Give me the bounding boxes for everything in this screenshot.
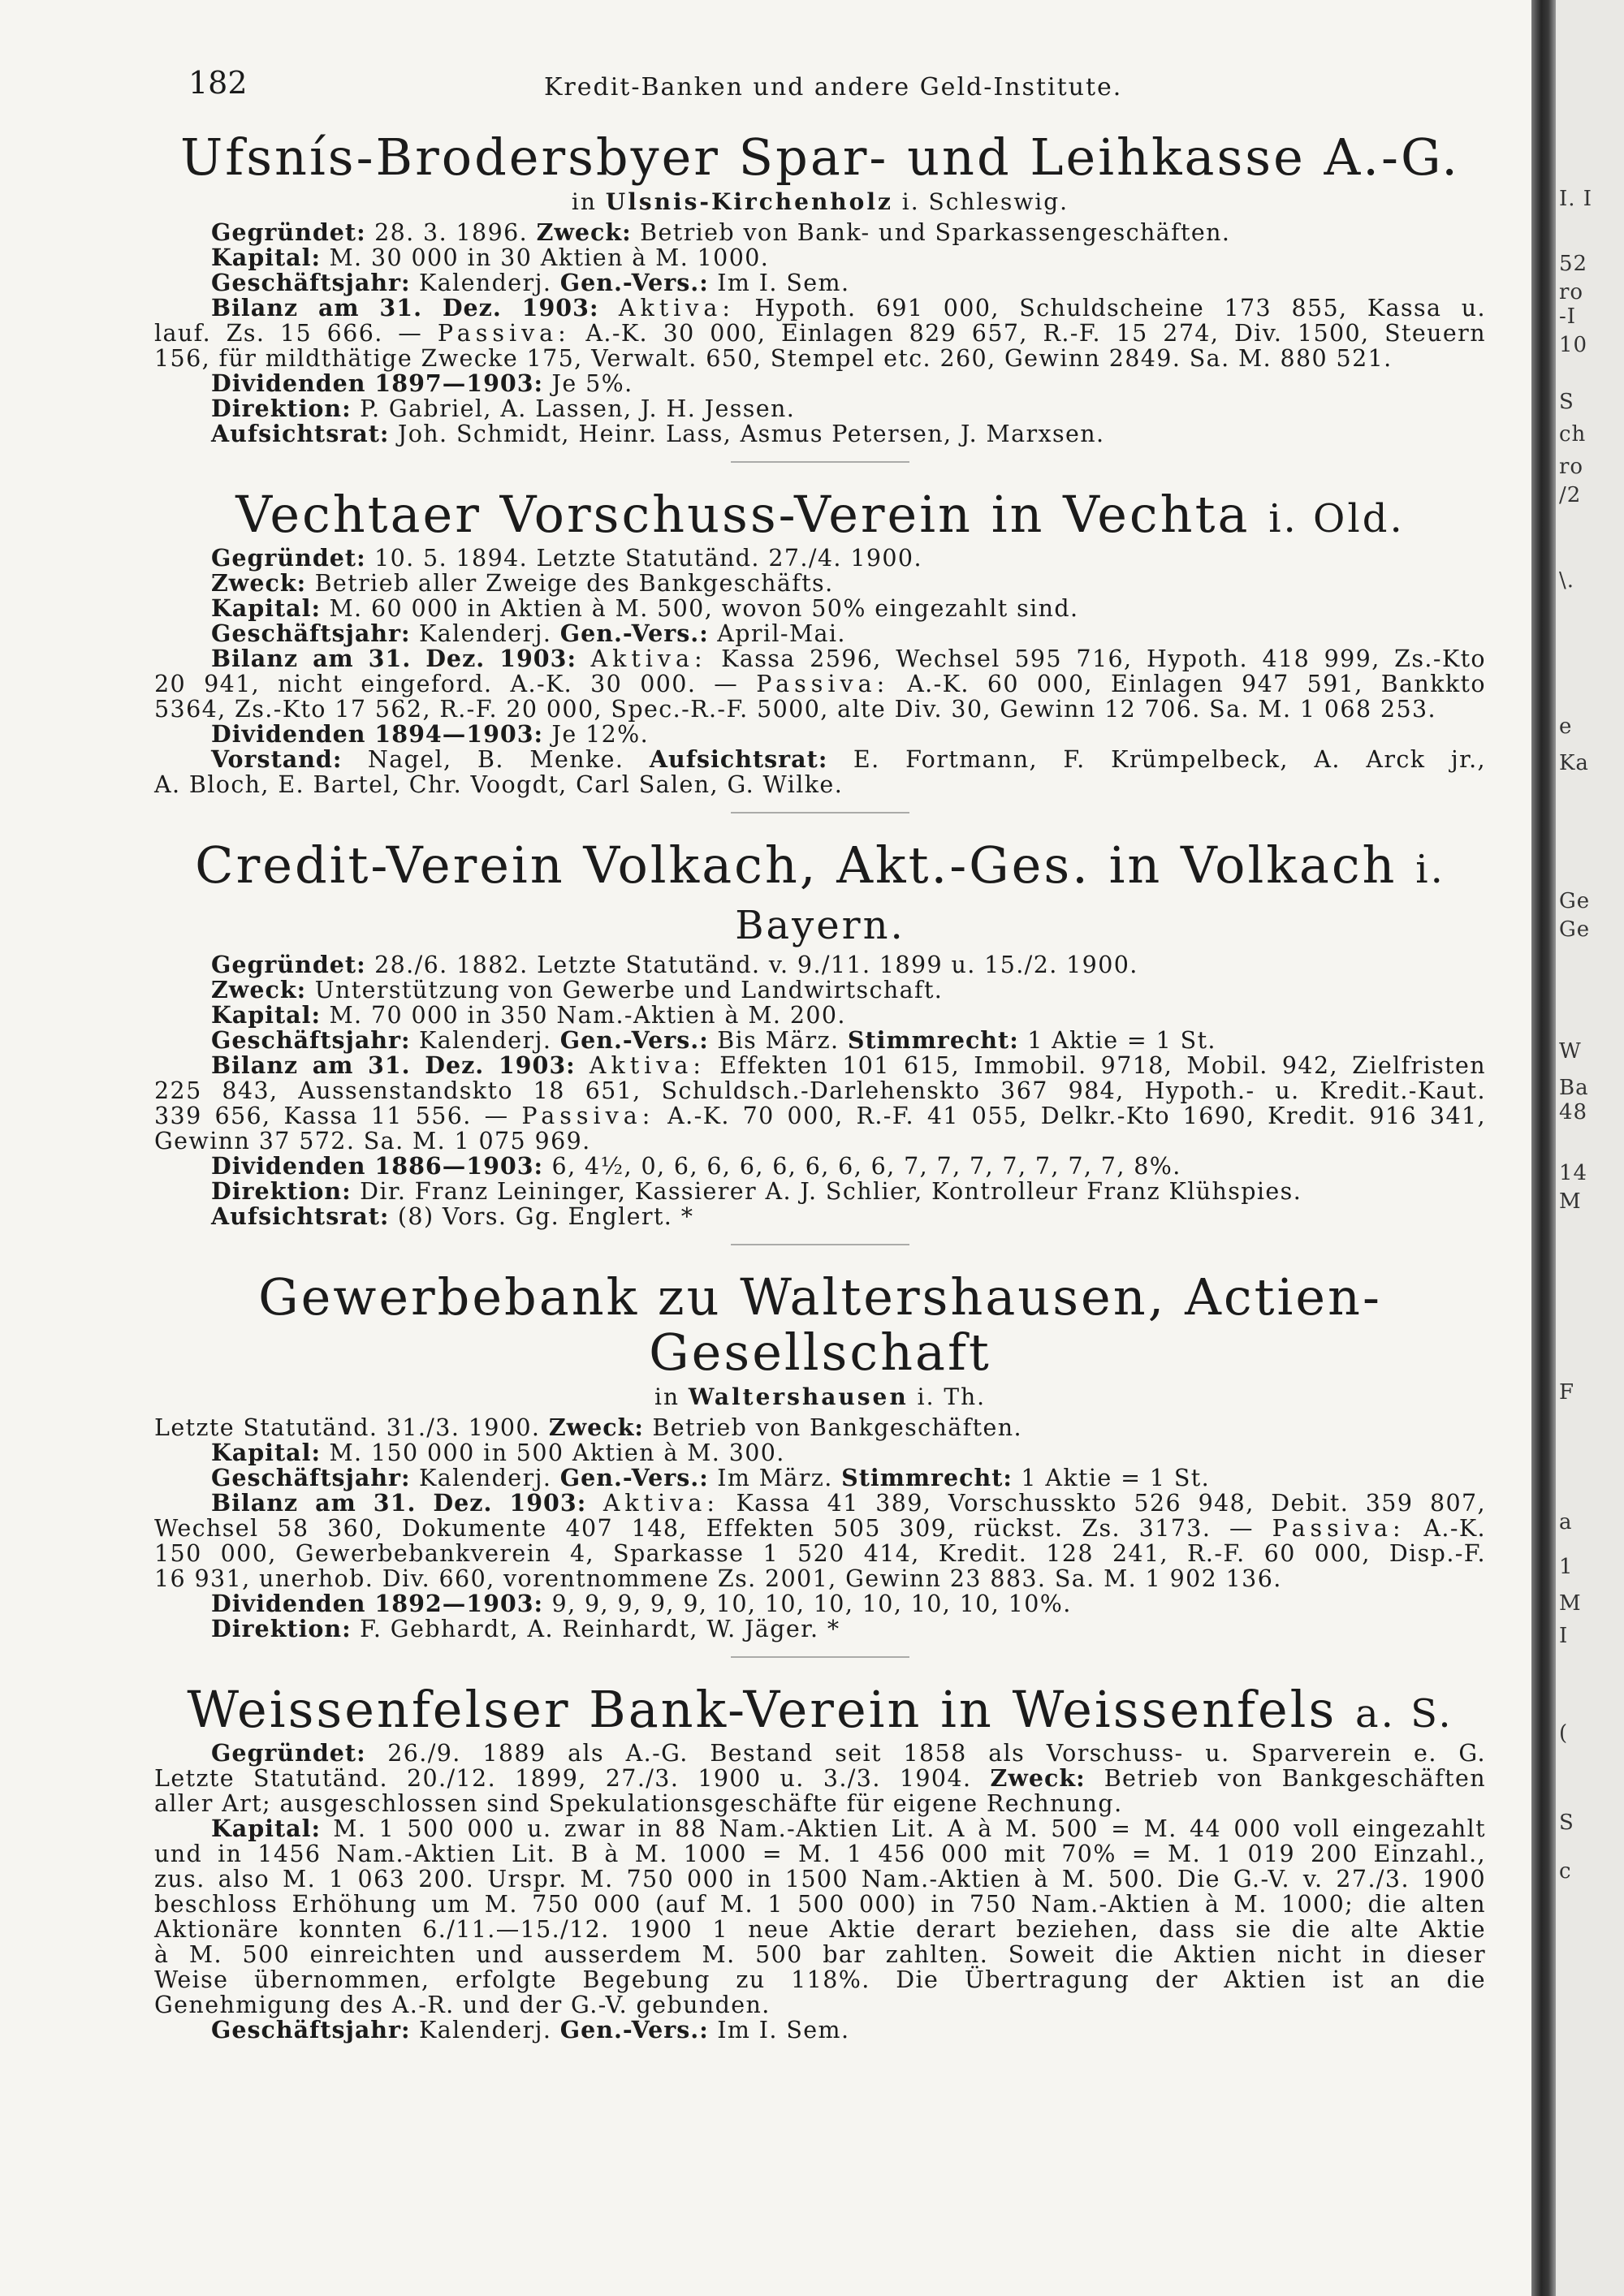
entry-line	[154, 1541, 1486, 1566]
balance-side: Aktiva:	[589, 1051, 706, 1079]
field-value: 20 941, nicht eingeford. A.-K. 30 000. —	[154, 671, 739, 698]
field-label: Bilanz am 31. Dez. 1903:	[211, 1489, 587, 1517]
entry-title-location: i. Bayern.	[735, 847, 1445, 948]
field-value: Betrieb aller Zweige des Bankgeschäfts.	[314, 570, 834, 598]
entry-location	[154, 1383, 1486, 1410]
field-value: 1 Aktie = 1 St.	[1027, 1026, 1216, 1054]
adjacent-page-fragment: 48	[1559, 1100, 1588, 1124]
location-region: i. Schleswig.	[892, 188, 1069, 216]
field-value: à M. 500 einreichten und ausserdem M. 500 bar zahlten. Soweit die Aktien nicht in dieser	[154, 1941, 1486, 1969]
field-value: Effekten 101 615, Immobil. 9718, Mobil. 942, Zielfristen	[719, 1051, 1486, 1079]
field-value: Aktionäre konnten 6./11.—15./12. 1900 1 neue Aktie derart beziehen, dass sie die alte Aktie	[154, 1916, 1486, 1944]
adjacent-page-fragment: /2	[1559, 483, 1582, 507]
field-label: Kapital:	[211, 1815, 321, 1843]
field-value: beschloss Erhöhung um M. 750 000 (auf M. 1 500 000) in 750 Nam.-Aktien à M. 1000; die alten	[154, 1891, 1486, 1918]
entry-title-location: i. Old.	[1268, 496, 1405, 542]
entry-title-text: Credit-Verein Volkach, Akt.-Ges. in Volkach	[195, 835, 1397, 896]
field-label: Geschäftsjahr:	[211, 2016, 411, 2044]
field-label: Geschäftsjahr:	[211, 1025, 411, 1054]
field-label: Kapital:	[211, 1439, 321, 1467]
field-value: A.-K. 70 000, R.-F. 41 055, Delkr.-Kto 1690, Kredit. 916 341,	[667, 1102, 1486, 1129]
field-value: P. Gabriel, A. Lassen, J. H. Jessen.	[360, 395, 796, 423]
field-label: Kapital:	[211, 1000, 321, 1029]
entry-line	[154, 1591, 1486, 1616]
entry-line	[154, 952, 1486, 978]
bank-entry	[154, 835, 1486, 1245]
entry-line	[154, 1867, 1486, 1892]
entry-title-text: Ufsnís-Brodersbyer Spar- und Leihkasse A.-G.	[180, 127, 1460, 187]
location-place: Ulsnis-Kirchenholz	[605, 188, 893, 216]
field-value: Je 12%.	[551, 721, 650, 749]
adjacent-page-fragment: F	[1559, 1380, 1575, 1405]
entry-line	[154, 1078, 1486, 1103]
field-value: Kassa 41 389, Vorschusskto 526 948, Debit. 359 807,	[736, 1490, 1486, 1517]
field-label: Direktion:	[211, 1615, 352, 1643]
adjacent-page-fragment: a	[1559, 1510, 1573, 1534]
location-prefix: in	[571, 188, 606, 216]
adjacent-page-fragment: W	[1559, 1039, 1582, 1064]
balance-side: Passiva:	[756, 671, 890, 698]
entry-line	[154, 1053, 1486, 1078]
balance-side: Aktiva:	[603, 1490, 719, 1517]
field-value: Kalenderj.	[419, 2017, 552, 2044]
field-value: Kalenderj.	[419, 1026, 552, 1054]
adjacent-page-fragment: 14	[1559, 1161, 1588, 1185]
field-value: M. 70 000 in 350 Nam.-Aktien à M. 200.	[329, 1001, 846, 1029]
book-binding-gutter	[1531, 0, 1556, 2296]
field-label: Gen.-Vers.:	[559, 1464, 709, 1492]
page-number: 182	[188, 65, 248, 101]
field-label: Direktion:	[211, 1176, 352, 1205]
adjacent-page-fragment: S	[1559, 390, 1574, 414]
entry-line	[154, 697, 1486, 722]
book-page	[154, 49, 1486, 2273]
field-label: Gegründet:	[211, 950, 366, 978]
field-label: Stimmrecht:	[841, 1464, 1013, 1492]
field-value: Letzte Statutänd. 31./3. 1900.	[154, 1414, 541, 1442]
field-value: A.-K. 30 000, Einlagen 829 657, R.-F. 15 274, Div. 1500, Steuern	[585, 320, 1486, 347]
entry-line	[154, 1942, 1486, 1967]
field-label: Geschäftsjahr:	[211, 619, 411, 648]
field-value: 156, für mildthätige Zwecke 175, Verwalt. 650, Stempel etc. 260, Gewinn 2849. Sa. M. 880 521.	[154, 345, 1393, 373]
field-label: Vorstand:	[211, 745, 343, 774]
entry-title	[154, 1680, 1486, 1740]
entry-line	[154, 1791, 1486, 1816]
entry-title-text: Weissenfelser Bank-Verein in Weissenfels	[187, 1680, 1337, 1740]
field-label: Gen.-Vers.:	[559, 2016, 709, 2044]
field-value: Dir. Franz Leininger, Kassierer A. J. Schlier, Kontrolleur Franz Klühspies.	[360, 1177, 1302, 1205]
adjacent-page-fragment: e	[1559, 714, 1573, 739]
entry-divider	[731, 1244, 909, 1245]
field-value: M. 30 000 in 30 Aktien à M. 1000.	[329, 244, 770, 272]
field-label: Aufsichtsrat:	[211, 1202, 390, 1230]
field-value: Im März.	[717, 1465, 833, 1492]
field-label: Gegründet:	[211, 544, 366, 572]
field-value: M. 1 500 000 u. zwar in 88 Nam.-Aktien Lit. A à M. 500 = M. 44 000 voll eingezahlt	[333, 1815, 1486, 1843]
entry-line	[154, 346, 1486, 371]
field-label: Bilanz am 31. Dez. 1903:	[211, 645, 577, 673]
field-value: 5364, Zs.-Kto 17 562, R.-F. 20 000, Spec.-R.-F. 5000, alte Div. 30, Gewinn 12 706. Sa. M. 1 068 253.	[154, 696, 1437, 723]
balance-side: Aktiva:	[590, 645, 707, 673]
field-label: Gen.-Vers.:	[559, 269, 709, 297]
field-value: Kalenderj.	[419, 270, 552, 297]
adjacent-page-fragment: I	[1559, 1624, 1569, 1648]
balance-side: Aktiva:	[618, 295, 735, 322]
field-label: Zweck:	[548, 1413, 644, 1442]
entry-divider	[731, 461, 909, 463]
entry-line	[154, 1103, 1486, 1129]
entry-line	[154, 722, 1486, 747]
field-label: Geschäftsjahr:	[211, 1464, 411, 1492]
field-value: 1 Aktie = 1 St.	[1021, 1465, 1211, 1492]
field-value: 150 000, Gewerbebankverein 4, Sparkasse 1 520 414, Kredit. 128 241, R.-F. 60 000, Disp.-F.	[154, 1540, 1486, 1568]
entry-line	[154, 571, 1486, 596]
adjacent-page-strip	[1556, 0, 1624, 2296]
entry-line	[154, 546, 1486, 571]
adjacent-page-fragment: M	[1559, 1591, 1582, 1616]
field-label: Kapital:	[211, 594, 321, 623]
entry-line	[154, 1616, 1486, 1642]
entry-line	[154, 1000, 1486, 1029]
entry-line	[154, 596, 1486, 621]
bank-entry	[154, 127, 1487, 463]
field-value: Weise übernommen, erfolgte Begebung zu 118%. Die Übertragung der Aktien ist an die	[154, 1966, 1486, 1994]
entry-line	[154, 1566, 1486, 1591]
field-label: Bilanz am 31. Dez. 1903:	[211, 294, 599, 322]
balance-side: Passiva:	[1272, 1515, 1406, 1543]
entry-title	[154, 1267, 1486, 1382]
field-value: Kassa 2596, Wechsel 595 716, Hypoth. 418 999, Zs.-Kto	[721, 645, 1486, 673]
entry-line	[154, 1204, 1486, 1229]
entry-line	[154, 1967, 1486, 1992]
adjacent-page-fragment: ro	[1559, 280, 1584, 304]
entry-title-text: Vechtaer Vorschuss-Verein in Vechta	[235, 485, 1250, 545]
entry-line	[154, 1741, 1486, 1766]
section-title: Kredit-Banken und andere Geld-Institute.	[544, 73, 1123, 101]
adjacent-page-fragment: (	[1559, 1721, 1569, 1746]
field-label: Direktion:	[211, 395, 352, 423]
entry-line	[154, 646, 1486, 671]
field-label: Geschäftsjahr:	[211, 269, 411, 297]
entry-line	[154, 671, 1486, 697]
entry-line	[154, 1841, 1486, 1867]
entry-line	[154, 1892, 1486, 1917]
field-value: Gewinn 37 572. Sa. M. 1 075 969.	[154, 1127, 591, 1154]
field-value: Unterstützung von Gewerbe und Landwirtschaft.	[314, 976, 944, 1003]
field-value: Im I. Sem.	[717, 270, 850, 297]
adjacent-page-fragment: 10	[1559, 333, 1588, 357]
field-label: Gen.-Vers.:	[559, 1025, 709, 1054]
field-value: E. Fortmann, F. Krümpelbeck, A. Arck jr.,	[853, 746, 1486, 774]
field-label: Dividenden 1897—1903:	[211, 369, 544, 398]
entry-divider	[731, 812, 909, 814]
field-value: lauf. Zs. 15 666. —	[154, 320, 423, 347]
field-value: Nagel, B. Menke.	[367, 746, 624, 774]
field-value: Letzte Statutänd. 20./12. 1899, 27./3. 1900 u. 3./3. 1904.	[154, 1765, 972, 1793]
entry-line	[154, 245, 1486, 270]
bank-entry	[154, 1682, 1486, 2043]
entry-title-text: Gewerbebank zu Waltershausen, Actien-Gesellschaft	[258, 1267, 1382, 1382]
field-value: Je 5%.	[551, 370, 633, 398]
field-label: Gen.-Vers.:	[559, 619, 709, 648]
entry-line	[154, 1440, 1486, 1465]
adjacent-page-fragment: Ba	[1559, 1076, 1589, 1100]
running-head	[154, 49, 1486, 106]
adjacent-page-fragment: M	[1559, 1189, 1582, 1214]
adjacent-page-fragment: I. I	[1559, 187, 1593, 211]
entry-line	[154, 1917, 1486, 1942]
field-value: 10. 5. 1894. Letzte Statutänd. 27./4. 1900.	[374, 545, 922, 572]
field-value: 339 656, Kassa 11 556. —	[154, 1102, 509, 1129]
entry-title	[154, 127, 1486, 187]
adjacent-page-fragment: 1	[1559, 1555, 1574, 1579]
entry-line	[154, 1992, 1486, 2018]
entry-line	[154, 321, 1486, 346]
entry-line	[154, 1816, 1486, 1841]
entry-line	[154, 270, 1486, 296]
field-value: 9, 9, 9, 9, 9, 10, 10, 10, 10, 10, 10, 10%.	[551, 1590, 1072, 1618]
field-value: Bis März.	[717, 1026, 840, 1054]
entry-line	[154, 975, 1486, 1003]
field-label: Zweck:	[211, 975, 307, 1003]
adjacent-page-fragment: Ka	[1559, 751, 1589, 775]
field-value: Wechsel 58 360, Dokumente 407 148, Effekten 505 309, rückst. Zs. 3173. —	[154, 1515, 1254, 1543]
entry-title	[154, 835, 1486, 948]
field-label: Dividenden 1894—1903:	[211, 720, 544, 749]
field-value: Kalenderj.	[419, 620, 552, 648]
field-value: A. Bloch, E. Bartel, Chr. Voogdt, Carl Salen, G. Wilke.	[154, 771, 844, 799]
field-label: Aufsichtsrat:	[649, 745, 828, 774]
adjacent-page-fragment: ch	[1559, 422, 1587, 447]
entry-line	[154, 772, 1486, 797]
field-value: 28. 3. 1896.	[374, 219, 529, 247]
field-value: und in 1456 Nam.-Aktien Lit. B à M. 1000 = M. 1 456 000 mit 70% = M. 1 019 200 Einzahl.,	[154, 1841, 1486, 1868]
entry-line	[154, 2018, 1486, 2043]
field-label: Aufsichtsrat:	[211, 420, 390, 448]
entry-line	[154, 1176, 1486, 1205]
adjacent-page-fragment: Ge	[1559, 889, 1591, 913]
field-value: aller Art; ausgeschlossen sind Spekulationsgeschäfte für eigene Rechnung.	[154, 1790, 1123, 1818]
entry-line	[154, 396, 1486, 421]
field-value: 16 931, unerhob. Div. 660, vorentnommene Zs. 2001, Gewinn 23 883. Sa. M. 1 902 136.	[154, 1565, 1282, 1593]
field-value: Im I. Sem.	[717, 2017, 850, 2044]
field-value: Genehmigung des A.-R. und der G.-V. gebunden.	[154, 1992, 771, 2019]
field-value: A.-K. 60 000, Einlagen 947 591, Bankkto	[907, 671, 1486, 698]
entry-line	[154, 1766, 1486, 1791]
bank-entry	[154, 1267, 1486, 1658]
field-value: April-Mai.	[717, 620, 846, 648]
entry-line	[154, 1025, 1486, 1054]
entry-line	[154, 747, 1486, 772]
field-value: M. 150 000 in 500 Aktien à M. 300.	[329, 1439, 785, 1467]
entry-title-location: a. S.	[1355, 1691, 1453, 1737]
field-value: (8) Vors. Gg. Englert. *	[397, 1202, 694, 1230]
adjacent-page-fragment: -I	[1559, 304, 1577, 329]
field-label: Gegründet:	[211, 218, 366, 247]
location-prefix: in	[654, 1383, 689, 1411]
bank-entry	[154, 487, 1486, 814]
entry-line	[154, 1129, 1486, 1154]
field-value: A.-K.	[1423, 1515, 1486, 1543]
entry-line	[154, 621, 1486, 646]
balance-side: Passiva:	[437, 320, 571, 347]
field-label: Zweck:	[211, 569, 307, 598]
field-label: Stimmrecht:	[847, 1025, 1019, 1054]
field-value: 26./9. 1889 als A.-G. Bestand seit 1858 als Vorschuss- u. Sparverein e. G.	[387, 1740, 1486, 1767]
field-label: Dividenden 1886—1903:	[211, 1151, 544, 1180]
adjacent-page-fragment: 52	[1559, 252, 1588, 276]
entry-line	[154, 371, 1486, 396]
balance-side: Passiva:	[521, 1102, 655, 1129]
field-label: Zweck:	[990, 1764, 1086, 1793]
adjacent-page-fragment: Ge	[1559, 917, 1591, 942]
entry-line	[154, 1415, 1486, 1440]
field-value: zus. also M. 1 063 200. Urspr. M. 750 000 in 1500 Nam.-Aktien à M. 500. Die G.-V. v. 27./3. 1900	[154, 1866, 1486, 1893]
field-value: 225 843, Aussenstandskto 18 651, Schuldsch.-Darlehenskto 367 984, Hypoth.- u. Kredit.-Kaut.	[154, 1077, 1486, 1104]
location-region: i. Th.	[908, 1383, 986, 1411]
adjacent-page-fragment: \.	[1559, 568, 1575, 593]
adjacent-page-fragment: c	[1559, 1859, 1572, 1884]
entry-line	[154, 1491, 1486, 1516]
entries-list	[154, 127, 1487, 2044]
field-value: Kalenderj.	[419, 1465, 552, 1492]
entry-line	[154, 1516, 1486, 1541]
adjacent-page-fragment: ro	[1559, 455, 1584, 479]
field-label: Bilanz am 31. Dez. 1903:	[211, 1051, 576, 1079]
entry-location	[154, 188, 1486, 215]
field-value: 28./6. 1882. Letzte Statutänd. v. 9./11. 1899 u. 15./2. 1900.	[374, 951, 1138, 978]
field-label: Kapital:	[211, 244, 321, 272]
field-value: Betrieb von Bankgeschäften.	[652, 1414, 1022, 1442]
entry-line	[154, 1465, 1486, 1491]
entry-line	[154, 220, 1486, 245]
field-value: Joh. Schmidt, Heinr. Lass, Asmus Petersen, J. Marxsen.	[397, 421, 1105, 448]
entry-line	[154, 421, 1486, 447]
field-label: Gegründet:	[211, 1739, 366, 1767]
entry-line	[154, 296, 1486, 321]
field-value: 6, 4½, 0, 6, 6, 6, 6, 6, 6, 6, 7, 7, 7, 7, 7, 7, 7, 8%.	[551, 1152, 1181, 1180]
field-value: F. Gebhardt, A. Reinhardt, W. Jäger. *	[360, 1616, 840, 1643]
field-value: Hypoth. 691 000, Schuldscheine 173 855, Kassa u.	[754, 295, 1487, 322]
entry-title	[154, 485, 1486, 545]
field-value: Betrieb von Bank- und Sparkassengeschäften.	[640, 219, 1231, 247]
location-place: Waltershausen	[688, 1383, 909, 1411]
adjacent-page-fragment: S	[1559, 1810, 1574, 1835]
field-value: Betrieb von Bankgeschäften	[1104, 1765, 1487, 1793]
field-label: Dividenden 1892—1903:	[211, 1590, 544, 1618]
field-label: Zweck:	[536, 218, 632, 247]
field-value: M. 60 000 in Aktien à M. 500, wovon 50% eingezahlt sind.	[329, 595, 1079, 623]
entry-line	[154, 1151, 1486, 1180]
entry-divider	[731, 1656, 909, 1658]
